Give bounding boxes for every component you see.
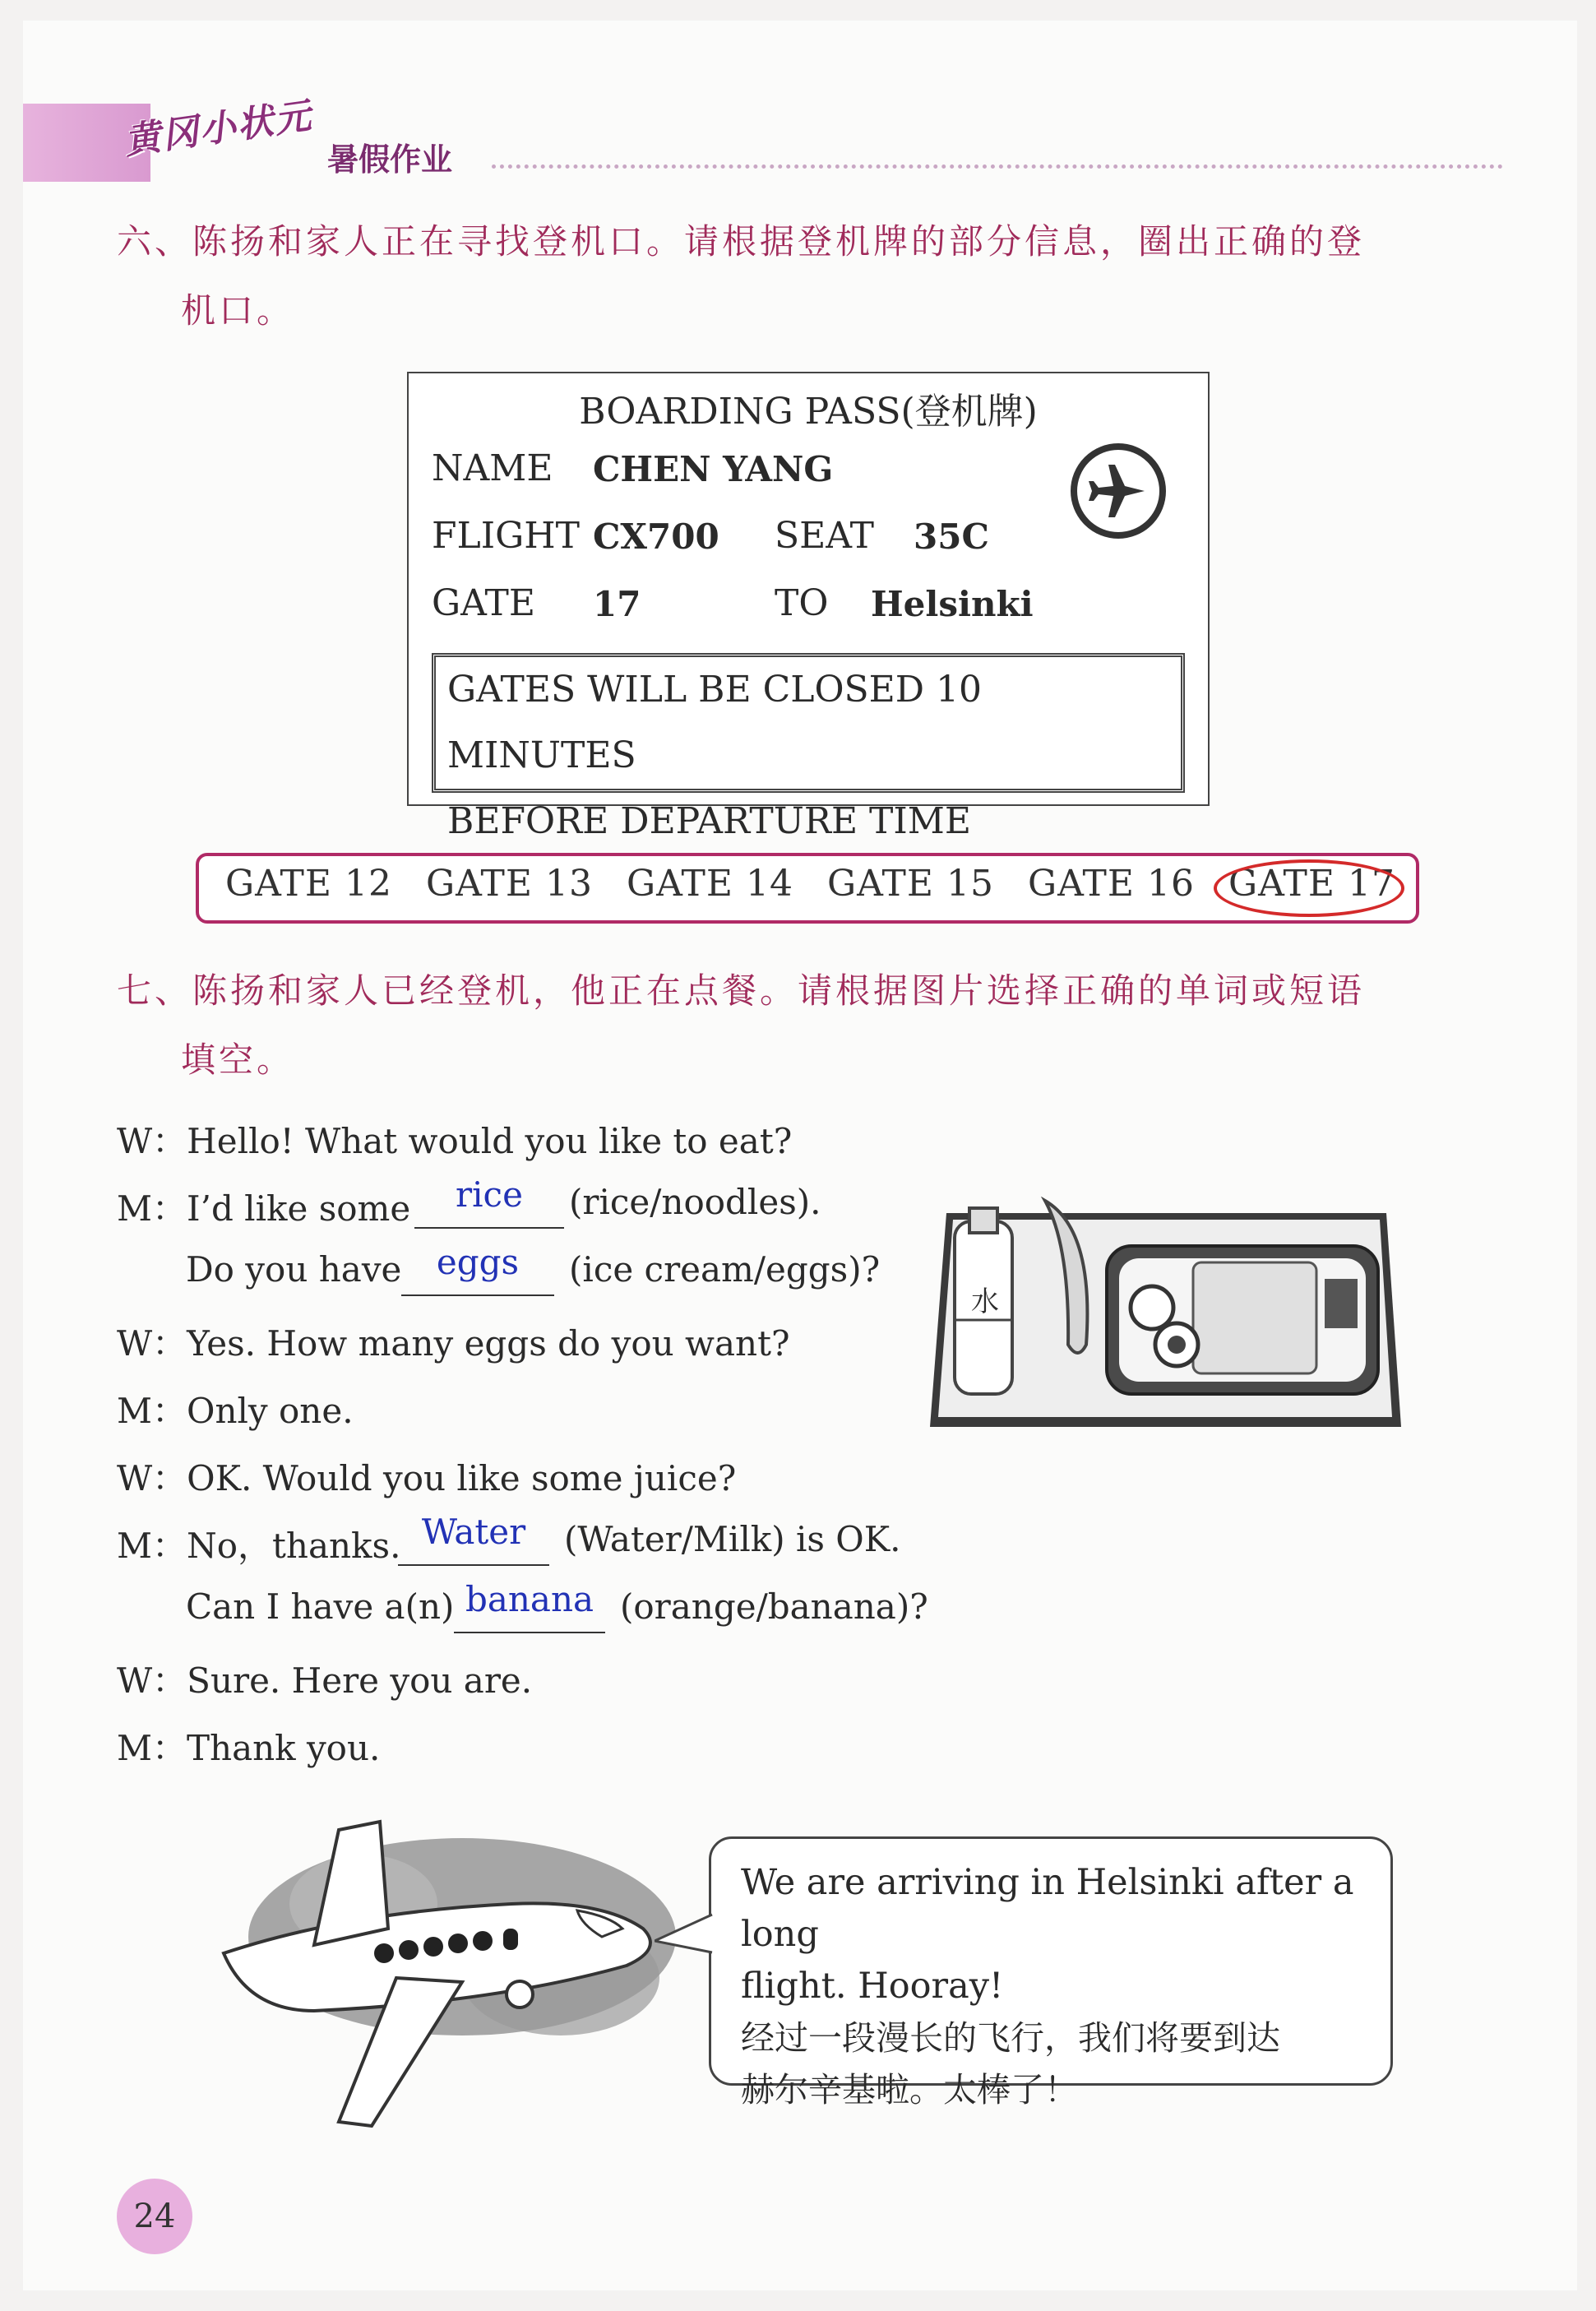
- water-bottle-label: 水: [971, 1285, 999, 1318]
- gate-option: GATE 16: [1028, 863, 1195, 905]
- gate-notice: [432, 653, 1185, 842]
- gate-option: GATE 13: [426, 863, 593, 905]
- q7-heading: [117, 956, 1515, 1095]
- seat-label: SEAT: [775, 515, 874, 557]
- seat-value: 35C: [914, 516, 989, 557]
- gate-label: GATE: [432, 582, 535, 624]
- bubble-en-line2: flight. Hooray!: [741, 1966, 1004, 2007]
- flight-label: FLIGHT: [432, 515, 580, 557]
- q7-line2: 填空。: [181, 1040, 295, 1080]
- q6-line2: 机口。: [181, 290, 295, 331]
- bubble-cn-line1: 经过一段漫长的飞行，我们将要到达: [741, 2018, 1280, 2058]
- answer-water: Water: [421, 1512, 526, 1552]
- boarding-pass: [407, 372, 1210, 842]
- name-label: NAME: [432, 447, 553, 489]
- answer-circle: [1214, 859, 1404, 917]
- dialogue-line: M：No，thanks.: [117, 1526, 401, 1566]
- gate-value: 17: [593, 584, 641, 624]
- q7-line1: 七、陈扬和家人已经登机，他正在点餐。请根据图片选择正确的单词或短语: [117, 970, 1366, 1011]
- header-title: 暑假作业: [327, 141, 453, 178]
- answer-eggs: eggs: [436, 1242, 520, 1282]
- header-divider: [492, 164, 1503, 169]
- meal-tray-illustration: [930, 1197, 1401, 1427]
- bubble-en-line1: We are arriving in Helsinki after a long: [741, 1862, 1354, 1955]
- speech-bubble: [709, 1836, 1393, 2110]
- airplane-illustration: [215, 1813, 701, 2134]
- flight-value: CX700: [593, 516, 719, 557]
- dialogue-line: M：I’d like some: [117, 1188, 411, 1229]
- dialogue-line: M：Only one.: [117, 1391, 354, 1431]
- gate-option: GATE 14: [627, 863, 793, 905]
- gate-options: [196, 853, 1419, 924]
- dialogue-line: Do you have: [186, 1249, 402, 1290]
- gate-option-selected: GATE 17: [1228, 863, 1395, 905]
- page-number: 24: [117, 2179, 192, 2254]
- dialogue-line: (rice/noodles).: [569, 1182, 821, 1222]
- gate-option: GATE 15: [827, 863, 994, 905]
- answer-blank: [454, 1632, 605, 1633]
- to-value: Helsinki: [871, 584, 1034, 624]
- dialogue-line: W：Sure. Here you are.: [117, 1660, 533, 1701]
- q6-line1: 六、陈扬和家人正在寻找登机口。请根据登机牌的部分信息，圈出正确的登: [117, 221, 1366, 262]
- boarding-pass-title: BOARDING PASS(登机牌): [579, 391, 1038, 433]
- brand-logo: 黄冈小状元: [122, 95, 316, 163]
- name-value: CHEN YANG: [593, 449, 834, 489]
- bubble-tail: [655, 1906, 714, 1964]
- answer-blank: [398, 1564, 549, 1566]
- dialogue-line: W：Hello! What would you like to eat?: [117, 1121, 793, 1161]
- dialogue-line: (orange/banana)?: [620, 1586, 928, 1627]
- airplane-icon: [1071, 443, 1166, 539]
- gate-option: GATE 12: [225, 863, 392, 905]
- bubble-cn-line2: 赫尔辛基啦。太棒了！: [741, 2070, 1078, 2110]
- dialogue-line: Can I have a(n): [186, 1586, 455, 1627]
- dialogue-line: W：Yes. How many eggs do you want?: [117, 1323, 790, 1364]
- answer-blank: [401, 1294, 554, 1296]
- notice-line1: GATES WILL BE CLOSED 10 MINUTES: [447, 669, 983, 776]
- answer-blank: [414, 1227, 564, 1229]
- dialogue-line: M：Thank you.: [117, 1728, 381, 1768]
- answer-banana: banana: [465, 1579, 594, 1619]
- dialogue-line: (ice cream/eggs)?: [569, 1249, 881, 1290]
- dialogue-line: (Water/Milk) is OK.: [564, 1519, 901, 1559]
- dialogue-line: W：OK. Would you like some juice?: [117, 1458, 737, 1498]
- q6-heading: [117, 207, 1515, 345]
- notice-line2: BEFORE DEPARTURE TIME: [447, 800, 971, 842]
- answer-rice: rice: [456, 1174, 523, 1215]
- to-label: TO: [775, 582, 829, 624]
